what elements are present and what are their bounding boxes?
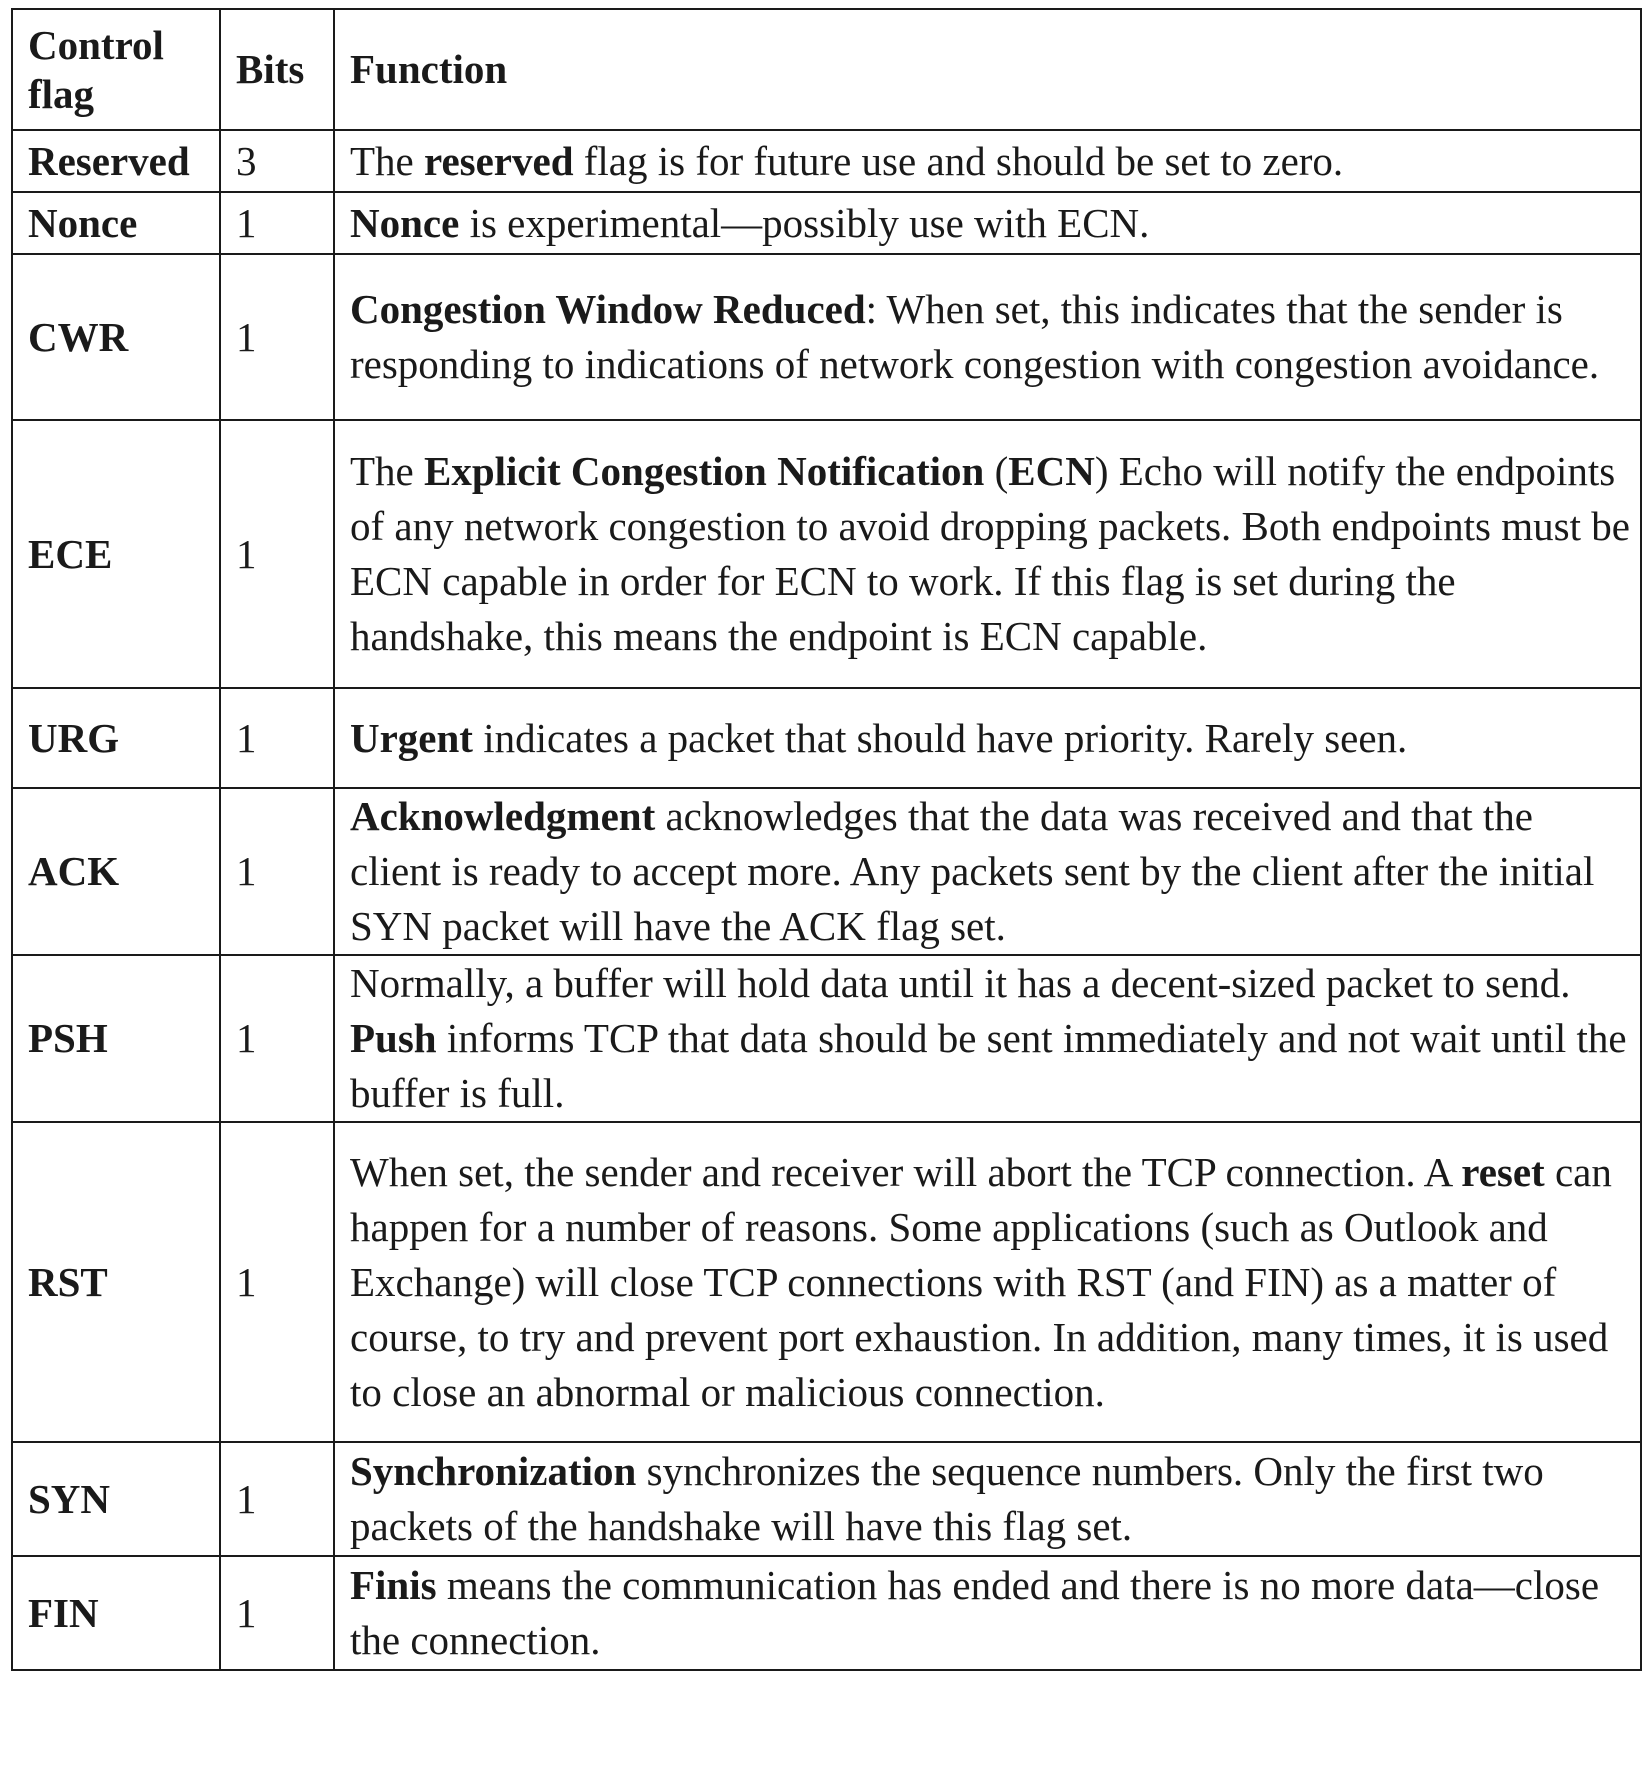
table-body [12, 130, 1641, 1670]
flag-cell: ACK [12, 788, 220, 955]
flag-cell: Nonce [12, 192, 220, 254]
header-row [12, 9, 1641, 130]
flag-cell: Reserved [12, 130, 220, 192]
tcp-control-flags-table-container [11, 8, 1640, 1671]
function-term: Finis [350, 1562, 437, 1608]
function-term: reserved [424, 137, 574, 184]
tcp-control-flags-table [11, 8, 1642, 1671]
bits-cell: 1 [220, 1556, 334, 1670]
table-row [12, 788, 1641, 955]
flag-cell: RST [12, 1122, 220, 1442]
function-term: Push [350, 1015, 437, 1061]
flag-cell: URG [12, 688, 220, 788]
function-text: can happen for a number of reasons. Some applications (such as Outlook and Exchange) will close TCP connections with RST (and FIN) as a matter of course, to try and prevent port exhaustion. In addition, many times, it is used to close an abnormal or malicious connection. [350, 1148, 1612, 1415]
flag-cell: CWR [12, 254, 220, 420]
bits-cell: 1 [220, 192, 334, 254]
function-term: Explicit Congestion Notification [424, 448, 985, 494]
flag-cell: ECE [12, 420, 220, 688]
function-term: Urgent [350, 714, 473, 761]
table-row [12, 1442, 1641, 1556]
table-row [12, 420, 1641, 688]
function-text: indicates a packet that should have priority. Rarely seen. [472, 714, 1408, 761]
function-cell [334, 254, 1641, 420]
function-term: ECN [1008, 448, 1095, 494]
table-row [12, 1556, 1641, 1670]
function-text: flag is for future use and should be set to zero. [573, 137, 1344, 184]
function-text: ) Echo will notify the endpoints of any network congestion to avoid dropping packets. Both endpoints must be ECN capable in order for ECN to work. If this flag is set during the handshake, this means the endpoint is ECN capable. [350, 448, 1630, 659]
function-cell [334, 788, 1641, 955]
header-bits: Bits [220, 9, 334, 130]
bits-cell: 1 [220, 788, 334, 955]
function-text: is experimental—possibly use with ECN. [459, 199, 1150, 246]
bits-cell: 1 [220, 1122, 334, 1442]
function-term: reset [1461, 1148, 1545, 1195]
function-text: ( [984, 448, 1009, 494]
table-row [12, 1122, 1641, 1442]
table-row [12, 254, 1641, 420]
function-cell [334, 1442, 1641, 1556]
bits-cell: 3 [220, 130, 334, 192]
function-text: acknowledges that the data was received and that the client is ready to accept more. Any packets sent by the client after the initial SYN packet will have the ACK flag set. [350, 793, 1595, 949]
table-header [12, 9, 1641, 130]
header-control-flag: Control flag [12, 9, 220, 130]
function-text: Normally, a buffer will hold data until it has a decent-sized packet to send. [350, 960, 1571, 1006]
function-cell [334, 192, 1641, 254]
function-cell [334, 1122, 1641, 1442]
bits-cell: 1 [220, 688, 334, 788]
function-term: Synchronization [350, 1448, 637, 1494]
function-term: Nonce [350, 199, 460, 246]
function-text: synchronizes the sequence numbers. Only the first two packets of the handshake will have this flag set. [350, 1448, 1544, 1549]
function-cell [334, 688, 1641, 788]
function-text: The [350, 448, 424, 494]
flag-cell: PSH [12, 955, 220, 1122]
table-row [12, 688, 1641, 788]
function-text: The [350, 137, 424, 184]
function-term: Acknowledgment [350, 793, 656, 839]
function-text: When set, the sender and receiver will abort the TCP connection. A [350, 1148, 1462, 1195]
bits-cell: 1 [220, 420, 334, 688]
bits-cell: 1 [220, 254, 334, 420]
function-cell [334, 1556, 1641, 1670]
function-text: means the communication has ended and there is no more data—close the connection. [350, 1562, 1600, 1663]
function-cell [334, 955, 1641, 1122]
bits-cell: 1 [220, 955, 334, 1122]
function-text: : When set, this indicates that the sender is responding to indications of network congestion with congestion avoidance. [350, 286, 1600, 387]
table-row [12, 955, 1641, 1122]
header-function: Function [334, 9, 1641, 130]
bits-cell: 1 [220, 1442, 334, 1556]
function-cell [334, 130, 1641, 192]
flag-cell: SYN [12, 1442, 220, 1556]
function-cell [334, 420, 1641, 688]
flag-cell: FIN [12, 1556, 220, 1670]
table-row [12, 192, 1641, 254]
function-term: Congestion Window Reduced [350, 286, 866, 332]
table-row [12, 130, 1641, 192]
function-text: informs TCP that data should be sent immediately and not wait until the buffer is full. [350, 1015, 1627, 1116]
